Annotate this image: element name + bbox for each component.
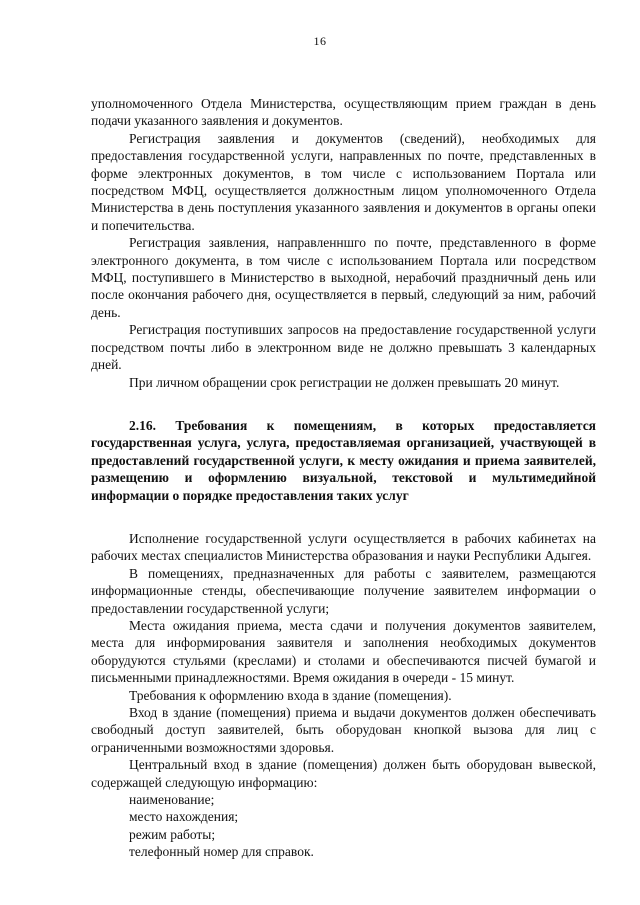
section-heading: 2.16. Требования к помещениям, в которых предоставляется государственная услуга, услуга, предоставляемая организацией, участвующей в предоставлений государственной услуги, к месту ожидания и приема заявителей, размещению и оформлению визуальной, текстовой и мультимедийной информации о порядке предоставления таких услуг <box>91 417 596 503</box>
paragraph: Центральный вход в здание (помещения) должен быть оборудован вывеской, содержащей следующую информацию: <box>91 757 596 790</box>
list-item: наименование; <box>129 792 215 808</box>
info-list <box>91 791 596 861</box>
paragraph: Требования к оформлению входа в здание (помещения). <box>129 687 452 703</box>
document-body <box>91 95 596 861</box>
paragraph: Регистрация заявления, направленншго по почте, представленного в форме электронного документа, в том числе с использованием Портала или посредством МФЦ, поступившего в Министерство в выходной, нерабочий праздничный день или после окончания рабочего дня, осуществляется в первый, следующий за ним, рабочий день. <box>91 235 596 320</box>
list-item: место нахождения; <box>129 809 239 825</box>
paragraph: В помещениях, предназначенных для работы с заявителем, размещаются информационные стенды, обеспечивающие получение заявителем информации о предоставлении государственной услуги; <box>91 565 596 616</box>
paragraph: Регистрация заявления и документов (сведений), необходимых для предоставления государственной услуги, направленных по почте, представленных в форме электронных документов, в том числе с использованием Портала или посредством МФЦ, осуществляется должностным лицом уполномоченного Отдела Министерства в день поступления указанного заявления и документов в органы опеки и попечительства. <box>91 130 596 233</box>
top-section <box>91 95 596 391</box>
paragraph: Места ожидания приема, места сдачи и получения документов заявителем, места для информирования заявителя и заполнения необходимых документов оборудуются стульями (креслами) и столами и обеспечиваются писчей бумагой и письменными принадлежностями. Время ожидания в очереди - 15 минут. <box>91 617 596 686</box>
paragraph: Вход в здание (помещения) приема и выдачи документов должен обеспечивать свободный доступ заявителей, быть оборудован кнопкой вызова для лиц с ограниченными возможностями здоровья. <box>91 705 596 755</box>
list-item: телефонный номер для справок. <box>129 844 314 860</box>
paragraph: уполномоченного Отдела Министерства, осуществляющим прием граждан в день подачи указанного заявления и документов. <box>91 96 596 129</box>
page-number: 16 <box>313 34 327 48</box>
paragraph: Регистрация поступивших запросов на предоставление государственной услуги посредством почты либо в электронном виде не должно превышать 3 календарных дней. <box>91 322 596 373</box>
bottom-section <box>91 530 596 791</box>
list-item: режим работы; <box>129 826 216 842</box>
paragraph: Исполнение государственной услуги осуществляется в рабочих кабинетах на рабочих местах специалистов Министерства образования и науки Республики Адыгея. <box>91 530 596 564</box>
paragraph: При личном обращении срок регистрации не должен превышать 20 минут. <box>129 374 560 390</box>
